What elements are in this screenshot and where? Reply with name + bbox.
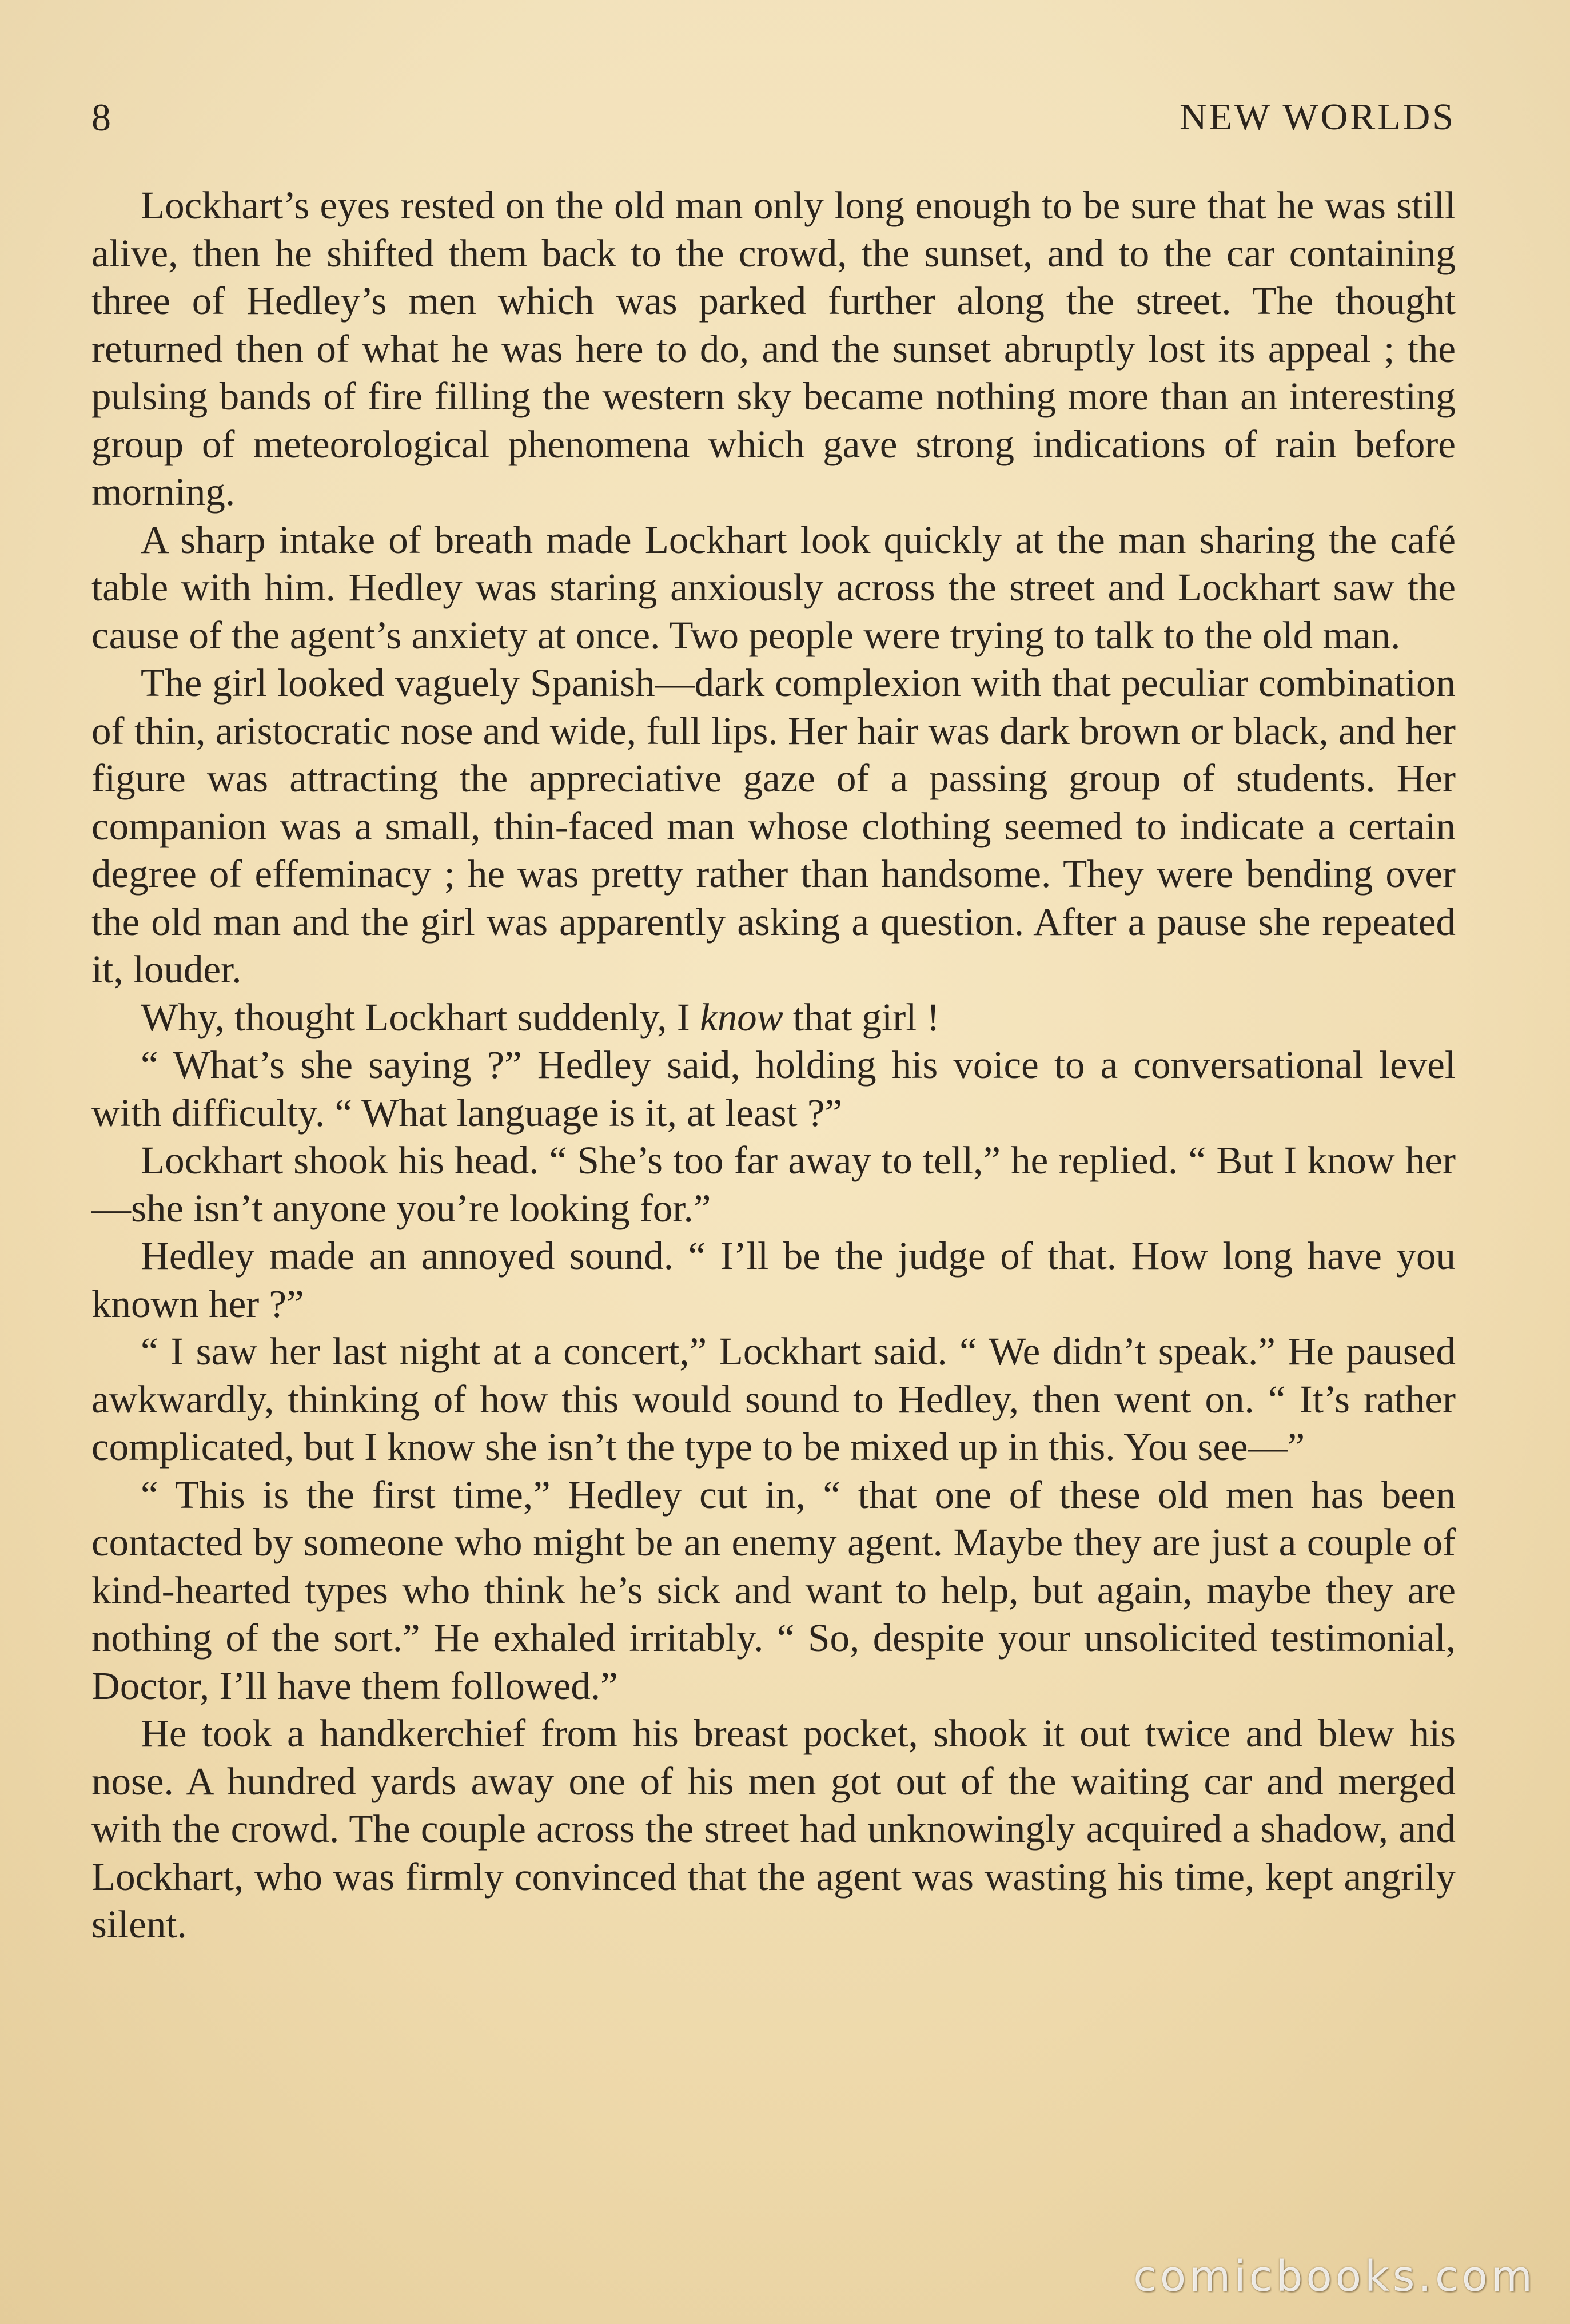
paragraph-4-after: that girl ! [783, 995, 940, 1039]
page-number: 8 [91, 95, 111, 139]
emphasis-know: know [699, 995, 783, 1039]
paragraph-1: Lockhart’s eyes rested on the old man only long enough to be sure that he was still alive, then he shifted them back to the crowd, the sunset, and to the car containing three of Hedley’s men which was parked further along the street. The thought returned then of what he was here to do, and the sunset abruptly lost its appeal ; the pulsing bands of fire filling the western sky became nothing more than an interesting group of meteorological phenomena which gave strong indications of rain before morning. [91, 184, 1456, 514]
paragraph-7: Hedley made an annoyed sound. “ I’ll be the judge of that. How long have you known her ?” [91, 1234, 1456, 1326]
body-text [91, 182, 1456, 1949]
running-title: NEW WORLDS [1179, 96, 1456, 138]
paragraph-10: He took a handkerchief from his breast pocket, shook it out twice and blew his nose. A hundred yards away one of his men got out of the waiting car and merged with the crowd. The couple across the street had unknowingly acquired a shadow, and Lockhart, who was firmly convinced that the agent was wasting his time, kept angrily silent. [91, 1712, 1456, 1946]
paragraph-9: “ This is the first time,” Hedley cut in, “ that one of these old men has been contacted by someone who might be an enemy agent. Maybe they are just a couple of kind-hearted types who think he’s sick and want to help, but again, maybe they are nothing of the sort.” He exhaled irritably. “ So, despite your unsolicited testimonial, Doctor, I’ll have them followed.” [91, 1473, 1456, 1708]
paragraph-6: Lockhart shook his head. “ She’s too far away to tell,” he replied. “ But I know her—she isn’t anyone you’re looking for.” [91, 1139, 1456, 1230]
paragraph-8: “ I saw her last night at a concert,” Lockhart said. “ We didn’t speak.” He paused awkwardly, thinking of how this would sound to Hedley, then went on. “ It’s rather complicated, but I know she isn’t the type to be mixed up in this. You see—” [91, 1330, 1456, 1469]
paragraph-4 [91, 994, 1456, 1042]
paragraph-4-before: Why, thought Lockhart suddenly, I [141, 995, 700, 1039]
paragraph-3: The girl looked vaguely Spanish—dark complexion with that peculiar combination of thin, aristocratic nose and wide, full lips. Her hair was dark brown or black, and her figure was attracting the appreciative gaze of a passing group of students. Her companion was a small, thin-faced man whose clothing seemed to indicate a certain degree of effeminacy ; he was pretty rather than handsome. They were bending over the old man and the girl was apparently asking a question. After a pause she repeated it, louder. [91, 661, 1456, 991]
paragraph-2: A sharp intake of breath made Lockhart look quickly at the man sharing the café table with him. Hedley was staring anxiously across the street and Lockhart saw the cause of the agent’s anxiety at once. Two people were trying to talk to the old man. [91, 518, 1456, 657]
page-header [91, 86, 1456, 149]
paragraph-5: “ What’s she saying ?” Hedley said, holding his voice to a conversational level with difficulty. “ What language is it, at least ?” [91, 1043, 1456, 1135]
watermark: comicbooks.com [1133, 2252, 1536, 2301]
